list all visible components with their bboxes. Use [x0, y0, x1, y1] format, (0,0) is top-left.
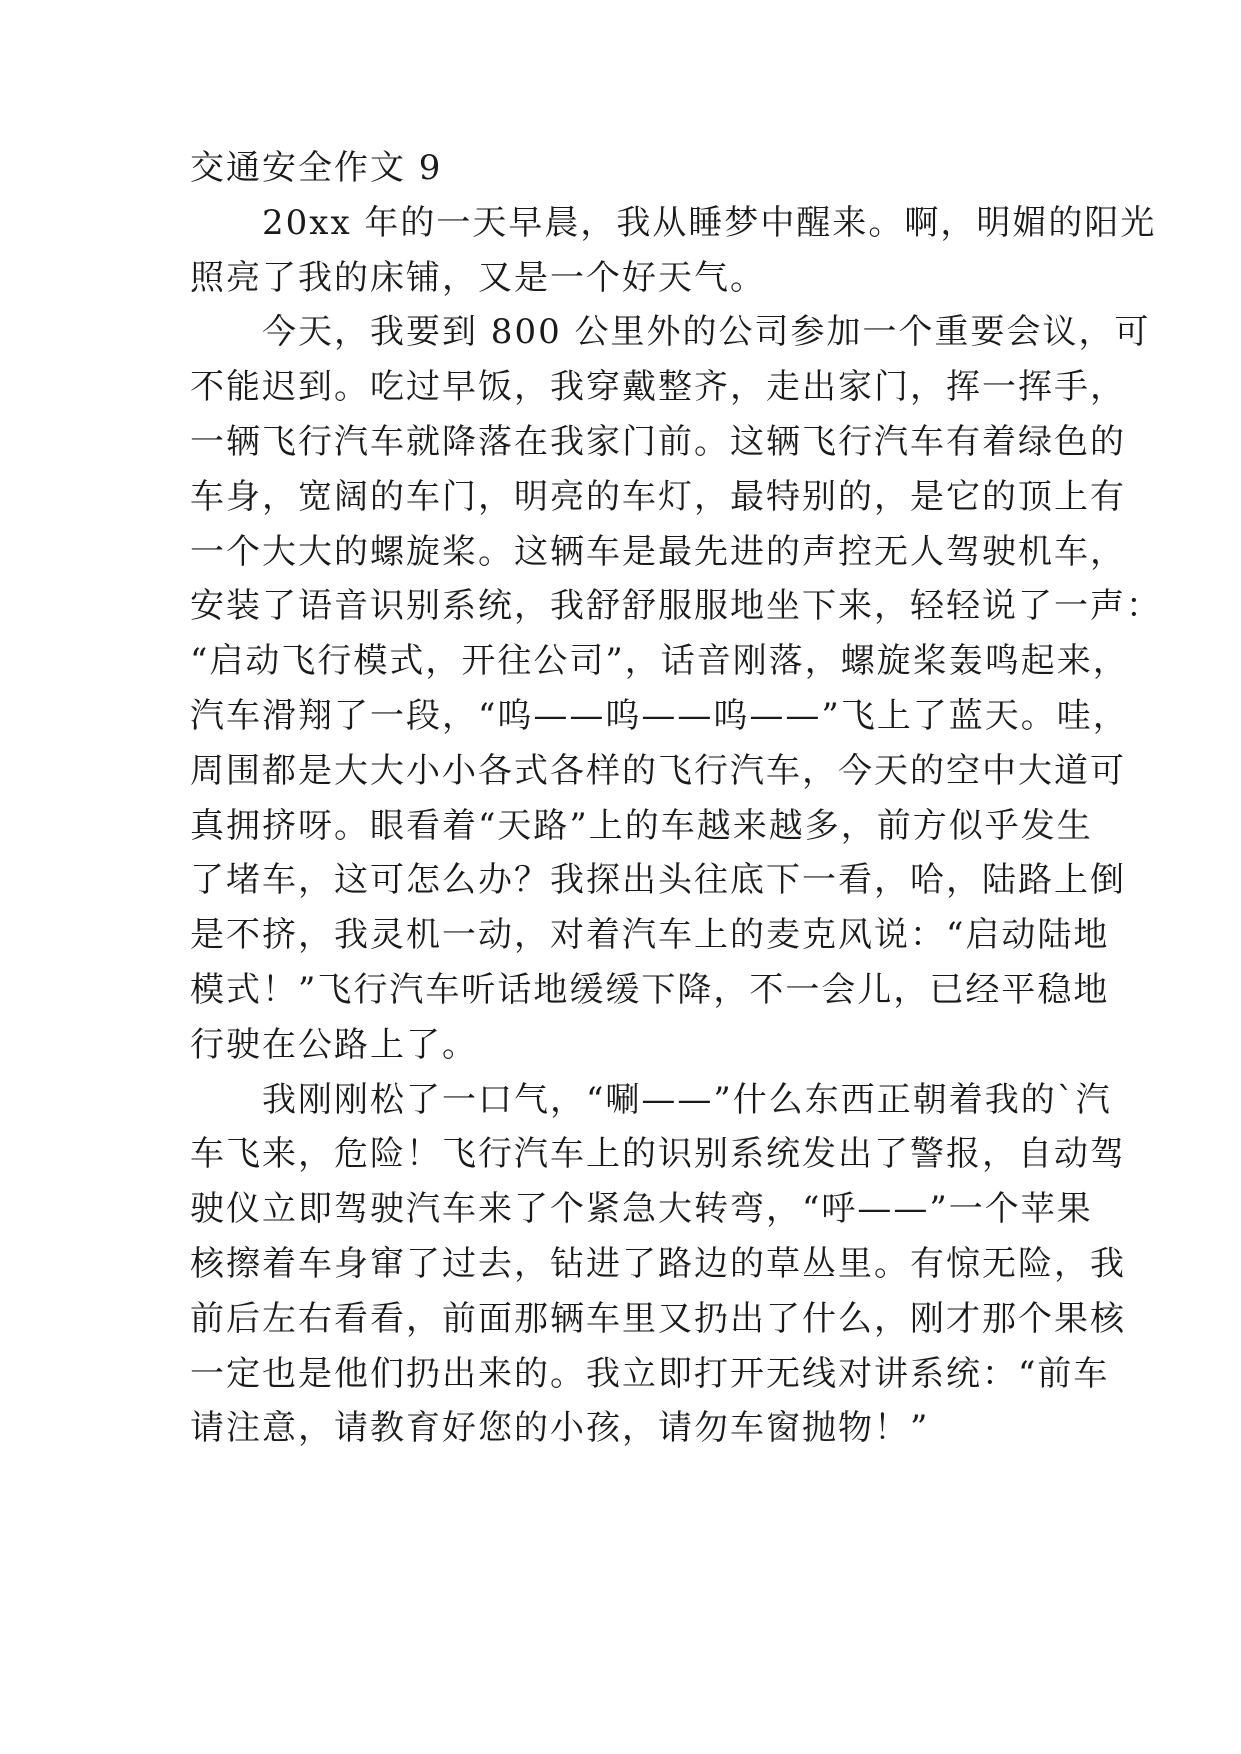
text-line: 真拥挤呀。眼看着“天路”上的车越来越多，前方似乎发生	[190, 806, 1093, 846]
text-line: 车飞来，危险！飞行汽车上的识别系统发出了警报，自动驾	[190, 1134, 1126, 1174]
text-line: 请注意，请教育好您的小孩，请勿车窗抛物！”	[190, 1408, 930, 1448]
text-line: 一定也是他们扔出来的。我立即打开无线对讲系统：“前车	[190, 1354, 1110, 1394]
text-line: “启动飞行模式，开往公司”，话音刚落，螺旋桨轰鸣起来，	[190, 641, 1129, 681]
text-line: 我刚刚松了一口气，“唰——”什么东西正朝着我的`汽	[190, 1080, 1112, 1120]
text-line: 核擦着车身窜了过去，钻进了路边的草丛里。有惊无险，我	[190, 1244, 1126, 1284]
text-line: 模式！”飞行汽车听话地缓缓下降，不一会儿，已经平稳地	[190, 970, 1110, 1010]
text-line: 今天，我要到 800 公里外的公司参加一个重要会议，可	[190, 312, 1151, 352]
text-line: 安装了语音识别系统，我舒舒服服地坐下来，轻轻说了一声：	[190, 586, 1162, 626]
text-line: 了堵车，这可怎么办？我探出头往底下一看，哈，陆路上倒	[190, 860, 1126, 900]
text-line: 不能迟到。吃过早饭，我穿戴整齐，走出家门，挥一挥手，	[190, 367, 1126, 407]
document-title: 交通安全作文 9	[190, 148, 443, 188]
text-line: 车身，宽阔的车门，明亮的车灯，最特别的，是它的顶上有	[190, 477, 1126, 517]
text-line: 是不挤，我灵机一动，对着汽车上的麦克风说：“启动陆地	[190, 915, 1110, 955]
text-line: 行驶在公路上了。	[190, 1025, 478, 1065]
text-line: 20xx 年的一天早晨，我从睡梦中醒来。啊，明媚的阳光	[190, 203, 1157, 243]
text-line: 驶仪立即驾驶汽车来了个紧急大转弯，“呼——”一个苹果	[190, 1189, 1093, 1229]
text-line: 一辆飞行汽车就降落在我家门前。这辆飞行汽车有着绿色的	[190, 422, 1126, 462]
text-line: 前后左右看看，前面那辆车里又扔出了什么，刚才那个果核	[190, 1299, 1126, 1339]
text-line: 周围都是大大小小各式各样的飞行汽车，今天的空中大道可	[190, 751, 1126, 791]
text-line: 汽车滑翔了一段，“呜——呜——呜——”飞上了蓝天。哇，	[190, 696, 1129, 736]
text-line: 一个大大的螺旋桨。这辆车是最先进的声控无人驾驶机车，	[190, 532, 1126, 572]
text-line: 照亮了我的床铺，又是一个好天气。	[190, 258, 766, 298]
